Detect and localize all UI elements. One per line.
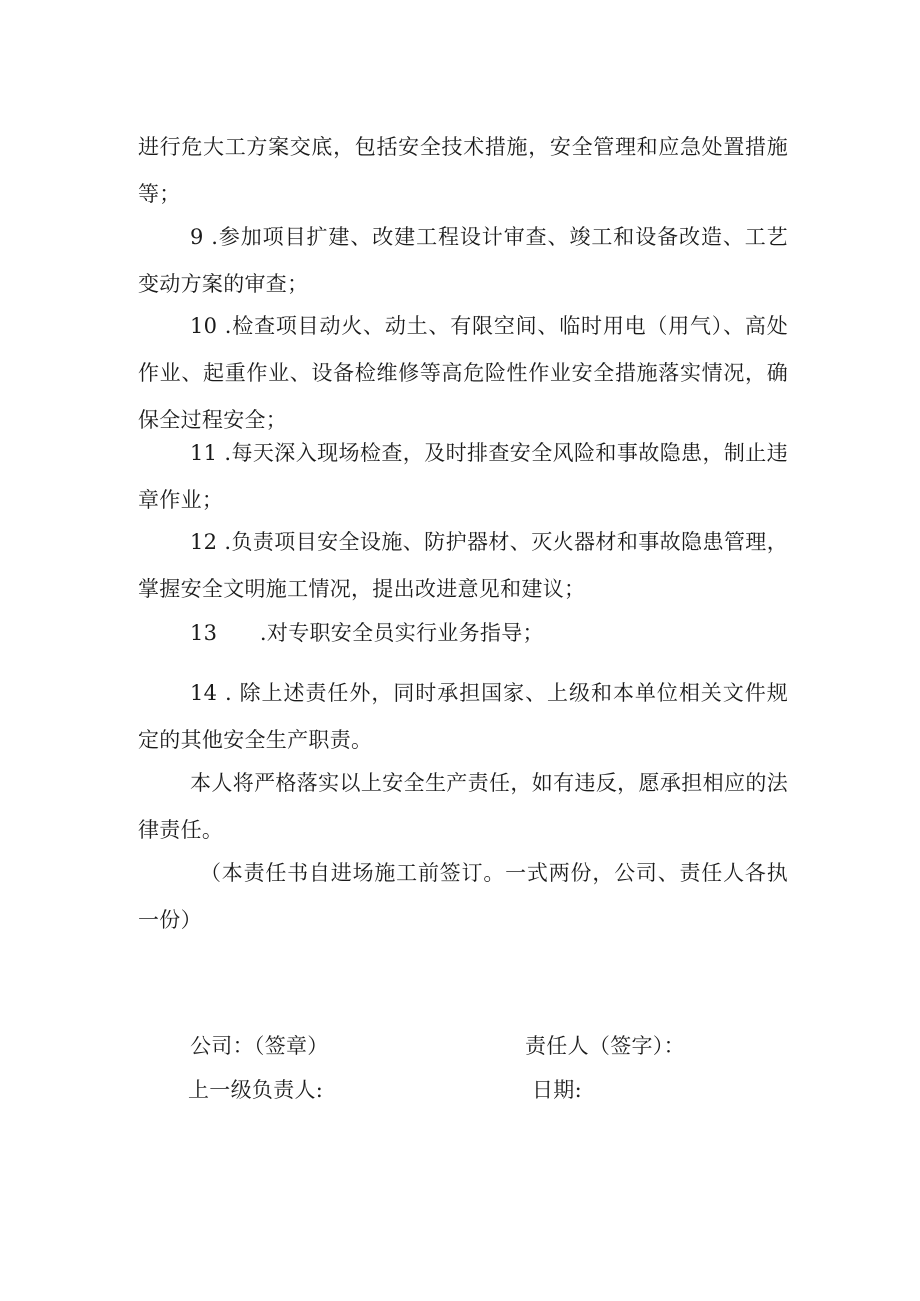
signature-responsible-person: 责任人（签字）：: [525, 1034, 685, 1058]
signature-date: 日期:: [532, 1078, 582, 1102]
signature-superior: 上一级负责人:: [188, 1078, 324, 1102]
paragraph-item-10: 10 .检查项目动火、动土、有限空间、临时用电（用气）、高处作业、起重作业、设备检维修等高危险性作业安全措施落实情况，确保全过程安全；: [138, 314, 788, 432]
paragraph-item-12: 12 .负责项目安全设施、防护器材、灭火器材和事故隐患管理，掌握安全文明施工情况，提出改进意见和建议；: [138, 530, 788, 601]
paragraph-item-11: 11 .每天深入现场检查，及时排查安全风险和事故隐患，制止违章作业；: [138, 441, 788, 512]
paragraph-pledge: 本人将严格落实以上安全生产责任，如有违反，愿承担相应的法律责任。: [138, 771, 788, 842]
paragraph-item-9: 9 .参加项目扩建、改建工程设计审查、竣工和设备改造、工艺变动方案的审查；: [138, 225, 788, 296]
paragraph-item-13: 13 .对专职安全员实行业务指导；: [190, 621, 544, 645]
paragraph-continuation: 进行危大工方案交底，包括安全技术措施，安全管理和应急处置措施等；: [138, 135, 788, 206]
signature-company: 公司：（签章）: [190, 1034, 329, 1058]
paragraph-item-14: 14 . 除上述责任外，同时承担国家、上级和本单位相关文件规定的其他安全生产职责。: [138, 681, 788, 752]
paragraph-note: （本责任书自进场施工前签订。一式两份，公司、责任人各执一份）: [138, 861, 788, 932]
